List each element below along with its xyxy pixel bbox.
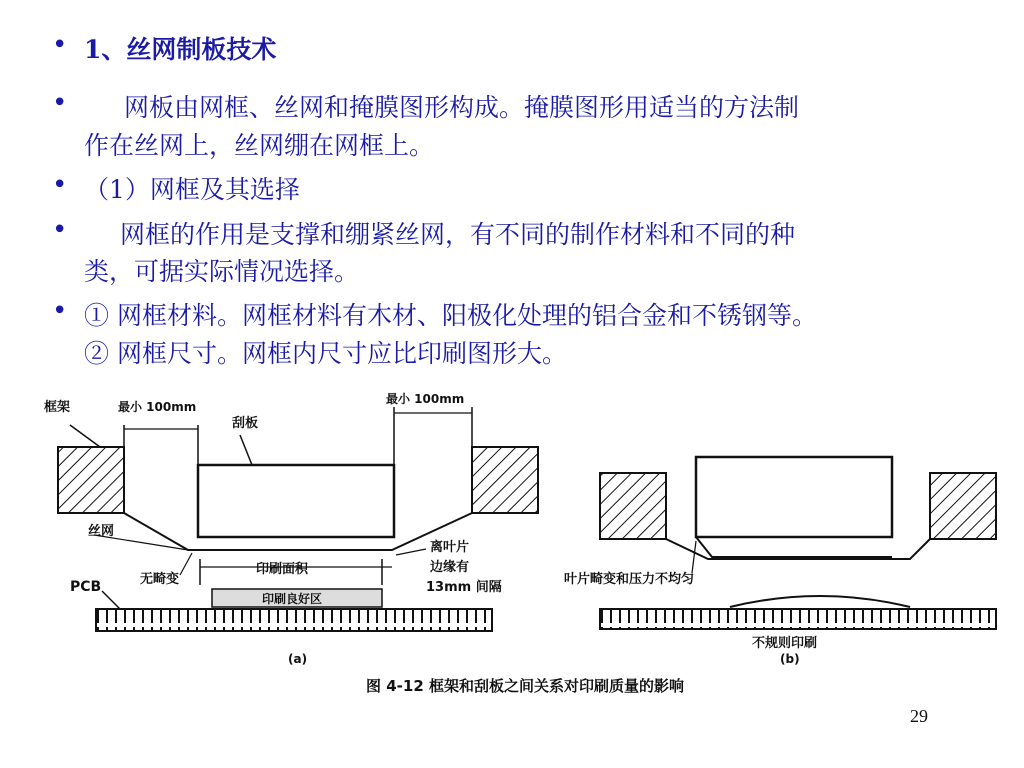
label-irregular: 不规则印刷 [752, 636, 818, 651]
label-mesh: 丝网 [88, 524, 115, 539]
label-no-distortion: 无畸变 [140, 572, 180, 587]
figure-caption: 图 4-12 框架和刮板之间关系对印刷质量的影响 [366, 677, 684, 695]
slide-heading: 1、丝网制板技术 [84, 35, 277, 64]
label-min-left: 最小 100mm [118, 400, 197, 414]
pcb-board-a [96, 609, 492, 631]
bullet-icon: • [52, 170, 68, 200]
label-print-area: 印刷面积 [256, 562, 309, 577]
label-blade-edge: 边缘有 [430, 560, 470, 575]
sublabel-b: (b) [780, 652, 800, 666]
frame-squeegee-figure [40, 385, 1000, 700]
paragraph-line: ① 网框材料。网框材料有木材、阳极化处理的铝合金和不锈钢等。 [84, 301, 817, 330]
irregular-print-curve [730, 596, 910, 607]
diagram-b [564, 457, 996, 666]
diagram-a [44, 391, 538, 666]
label-frame: 框架 [44, 400, 71, 415]
paragraph-line: 网板由网框、丝网和掩膜图形构成。掩膜图形用适当的方法制 [124, 93, 800, 122]
left-frame-b [600, 473, 666, 539]
label-blade-edge: 离叶片 [430, 540, 470, 555]
squeegee [198, 465, 394, 537]
label-min-right: 最小 100mm [386, 392, 465, 406]
right-frame-b [930, 473, 996, 539]
paragraph-line: 作在丝网上，丝网绷在网框上。 [84, 131, 435, 160]
label-squeegee: 刮板 [232, 416, 259, 431]
right-frame [472, 447, 538, 513]
bullet-icon: • [52, 88, 68, 118]
paragraph-line: 网框的作用是支撑和绷紧丝网，有不同的制作材料和不同的种 [120, 220, 796, 249]
bullet-icon: • [52, 215, 68, 245]
sublabel-a: (a) [288, 652, 308, 666]
left-frame [58, 447, 124, 513]
label-distortion: 叶片畸变和压力不均匀 [564, 572, 695, 587]
paragraph-line: 类，可据实际情况选择。 [84, 257, 360, 286]
label-blade-edge: 13mm 间隔 [426, 580, 502, 595]
pcb-board-b [600, 609, 996, 629]
label-good-print: 印刷良好区 [262, 592, 323, 606]
bullet-icon: • [52, 30, 68, 60]
page-number: 29 [910, 706, 928, 726]
squeegee-b [696, 457, 892, 537]
bullet-icon: • [52, 296, 68, 326]
paragraph-line: ② 网框尺寸。网框内尺寸应比印刷图形大。 [84, 339, 567, 368]
label-pcb: PCB [70, 579, 102, 595]
paragraph-line: （1）网框及其选择 [84, 175, 300, 204]
